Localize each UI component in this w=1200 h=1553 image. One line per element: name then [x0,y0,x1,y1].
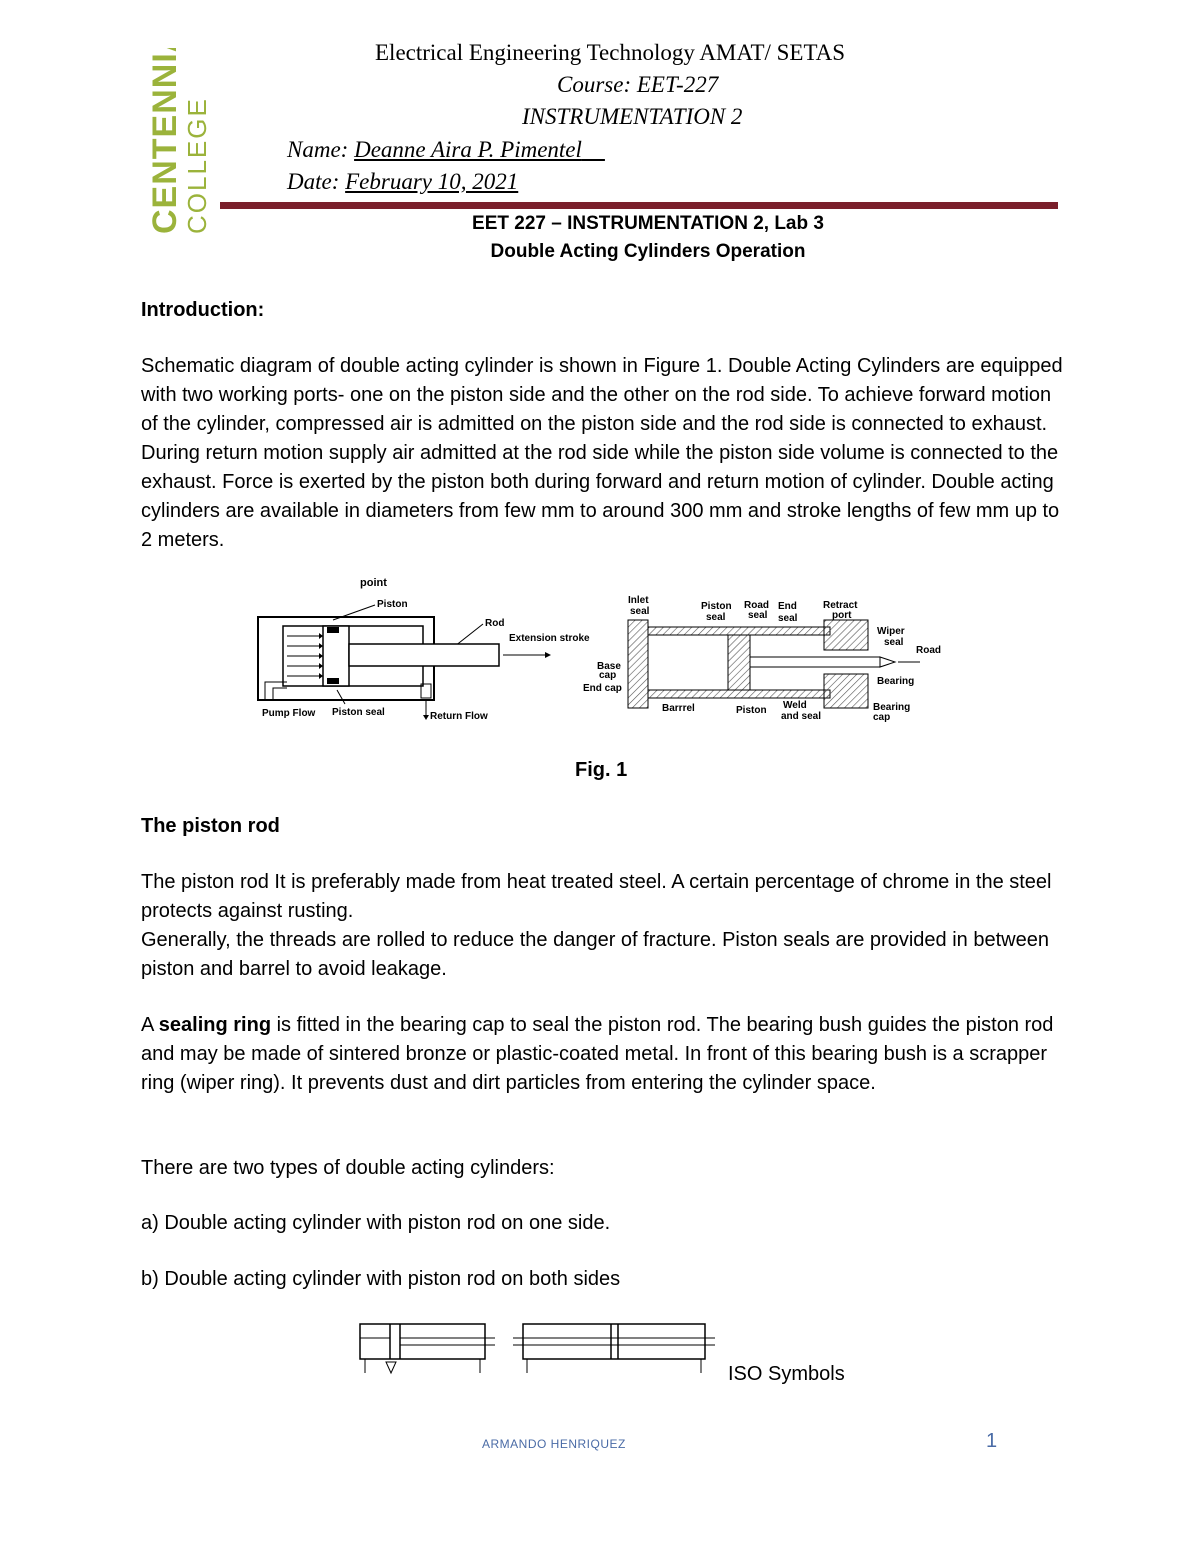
label-piston: Piston [377,599,408,610]
program-title: Electrical Engineering Technology AMAT/ SETAS [375,40,846,65]
lab-title: EET 227 – INSTRUMENTATION 2, Lab 3 [472,213,824,234]
lab-subtitle: Double Acting Cylinders Operation [490,241,806,262]
label-base-cap: Base [597,661,621,672]
label-retract-port: Retract [823,600,858,611]
label-pump-flow: Pump Flow [262,708,316,719]
label-base-cap2: cap [599,670,617,681]
type-b: b) Double acting cylinder with piston rod on both sides [141,1268,621,1290]
label-piston-bottom: Piston [736,705,767,716]
figure1-cutaway [580,590,950,730]
label-wiper-seal: Wiper [877,626,905,637]
header-rule [220,202,1058,209]
intro-heading: Introduction: [141,299,265,321]
label-point: point [360,577,387,589]
student-name [287,137,605,163]
label-inlet-seal: seal [630,606,650,617]
label-rod: Rod [485,618,505,629]
logo-word-centennial: CENTENNIAL [146,48,184,234]
college-logo [140,48,220,238]
label-piston-seal-top2: seal [706,612,726,623]
label-weld2: and seal [781,711,822,722]
name-label: Name: [287,137,355,162]
figure1-schematic [245,572,605,732]
label-extension-stroke: Extension stroke [509,633,590,644]
date-value: February 10, 2021 [345,169,519,194]
figure1-caption: Fig. 1 [575,759,628,781]
label-return-flow: Return Flow [430,711,488,722]
course-code: Course: EET-227 [557,72,719,97]
label-inlet: Inlet [628,595,649,606]
footer-author: ARMANDO HENRIQUEZ [482,1437,626,1451]
type-a: a) Double acting cylinder with piston rod on one side. [141,1212,611,1234]
piston-rod-heading: The piston rod [141,815,280,837]
label-bearing-cap: Bearing [873,702,911,713]
piston-rod-p1: The piston rod It is preferably made from heat treated steel. A certain percentage of chrome in the steel protects against rusting. [141,871,1052,922]
piston-rod-p2: Generally, the threads are rolled to reduce the danger of fracture. Piston seals are provided in between piston and barrel to avoid leakage. [141,929,1049,980]
types-intro: There are two types of double acting cylinders: [141,1157,555,1179]
iso-symbols-drawing [355,1318,725,1378]
label-weld: Weld [783,700,807,711]
report-date [287,169,518,195]
date-label: Date: [287,169,346,194]
name-value: Deanne Aira P. Pimentel [354,137,582,162]
label-piston-seal: Piston seal [332,707,385,718]
label-end-seal2: seal [778,613,798,624]
course-subject: INSTRUMENTATION 2 [522,104,743,129]
logo-word-college: COLLEGE [182,97,212,234]
label-bearing-cap2: cap [873,712,891,723]
label-end-seal: End [778,601,797,612]
page-number: 1 [986,1430,998,1452]
label-piston-seal-top: Piston [701,601,732,612]
iso-symbols-label: ISO Symbols [728,1363,845,1385]
label-wiper-seal2: seal [884,637,904,648]
piston-rod-p3: A sealing ring is fitted in the bearing cap to seal the piston rod. The bearing bush guides the piston rod and may be made of sintered bronze or plastic-coated metal. In front of this bearing bush is a scrapper ring (wiper ring). It prevents dust and dirt particles from entering the cylinder space. [141,1014,1054,1094]
label-road: Road [916,645,941,656]
sealing-ring-term: sealing ring [158,1014,272,1036]
label-bearing: Bearing [877,676,915,687]
label-barrel: Barrrel [662,703,695,714]
label-road-seal: Road [744,600,769,611]
label-retract-port2: port [832,610,852,621]
label-road-seal2: seal [748,610,768,621]
intro-paragraph: Schematic diagram of double acting cylinder is shown in Figure 1. Double Acting Cylinders are equipped with two working ports- one on the piston side and the other on the rod side. To achieve forward motion of the cylinder, compressed air is admitted on the piston side and the rod side is connected to exhaust. During return motion supply air admitted at the rod side while the piston side volume is connected to the exhaust. Force is exerted by the piston both during forward and return motion of cylinder. Double acting cylinders are available in diameters from few mm to around 300 mm and stroke lengths of few mm up to 2 meters. [141,355,1063,551]
label-end-cap: End cap [583,683,622,694]
